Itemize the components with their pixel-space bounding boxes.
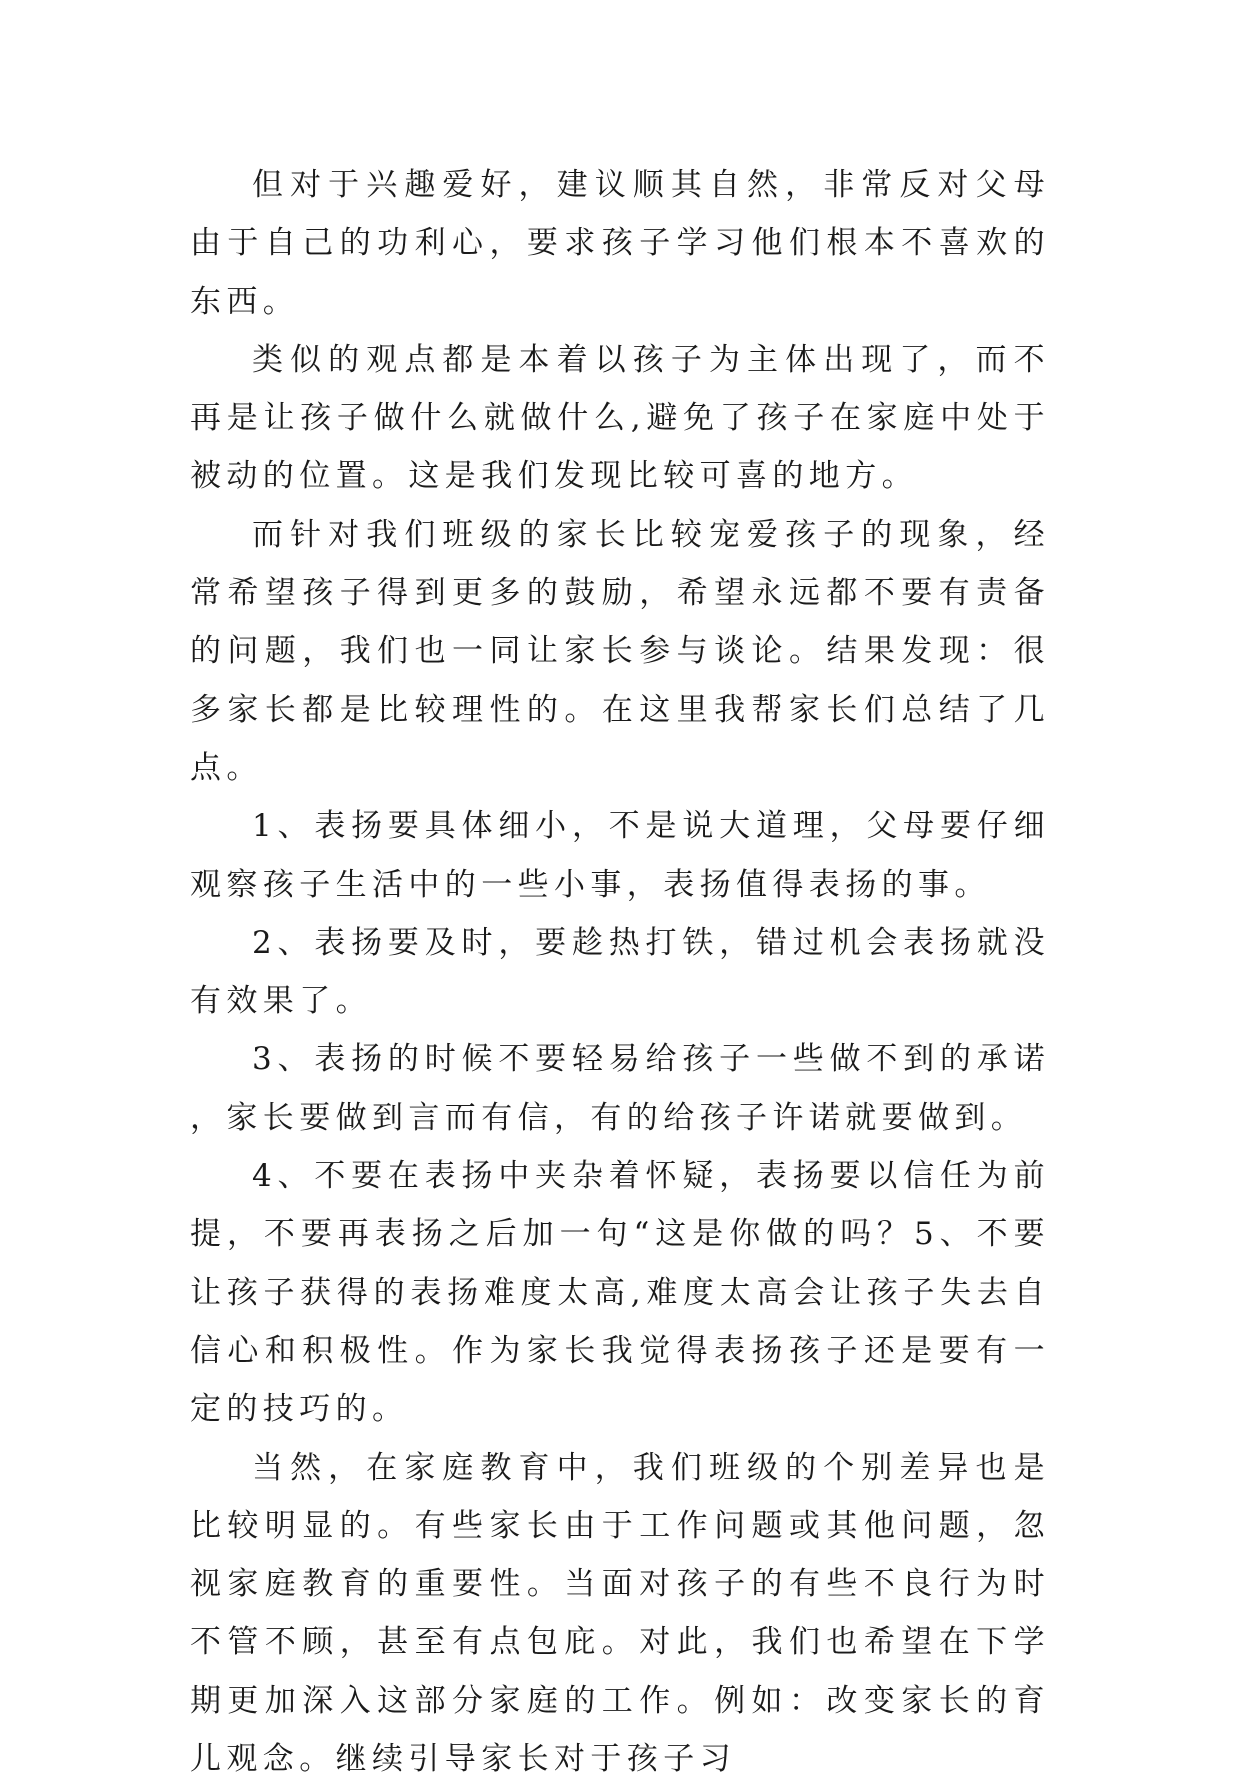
paragraph-interest-hobbies: 但对于兴趣爱好，建议顺其自然，非常反对父母由于自己的功利心，要求孩子学习他们根本不喜欢的东西。 bbox=[190, 167, 1050, 320]
paragraph-individual-differences: 当然，在家庭教育中，我们班级的个别差异也是比较明显的。有些家长由于工作问题或其他问题，忽视家庭教育的重要性。当面对孩子的有些不良行为时不管不顾，甚至有点包庇。对此，我们也希望在下学期更加深入这部分家庭的工作。例如：改变家长的育儿观念。继续引导家长对于孩子习 bbox=[190, 1449, 1050, 1778]
paragraph-child-centered-views: 类似的观点都是本着以孩子为主体出现了，而不再是让孩子做什么就做什么,避免了孩子在家庭中处于被动的位置。这是我们发现比较可喜的地方。 bbox=[190, 341, 1050, 495]
list-item-praise-timely: 2、表扬要及时，要趁热打铁，错过机会表扬就没有效果了。 bbox=[190, 924, 1050, 1020]
list-item-praise-specific: 1、表扬要具体细小，不是说大道理，父母要仔细观察孩子生活中的一些小事，表扬值得表扬的事。 bbox=[190, 808, 1050, 903]
paragraph-parent-discussion: 而针对我们班级的家长比较宠爱孩子的现象，经常希望孩子得到更多的鼓励，希望永远都不要有责备的问题，我们也一同让家长参与谈论。结果发现：很多家长都是比较理性的。在这里我帮家长们总结了几点。 bbox=[190, 516, 1050, 786]
list-item-praise-trust: 4、不要在表扬中夹杂着怀疑，表扬要以信任为前提，不要再表扬之后加一句“这是你做的吗？5、不要让孩子获得的表扬难度太高,难度太高会让孩子失去自信心和积极性。作为家长我觉得表扬孩子还是要有一定的技巧的。 bbox=[190, 1158, 1050, 1428]
document-body bbox=[190, 156, 1050, 1788]
list-item-praise-promises: 3、表扬的时候不要轻易给孩子一些做不到的承诺，家长要做到言而有信，有的给孩子许诺就要做到。 bbox=[190, 1041, 1050, 1136]
